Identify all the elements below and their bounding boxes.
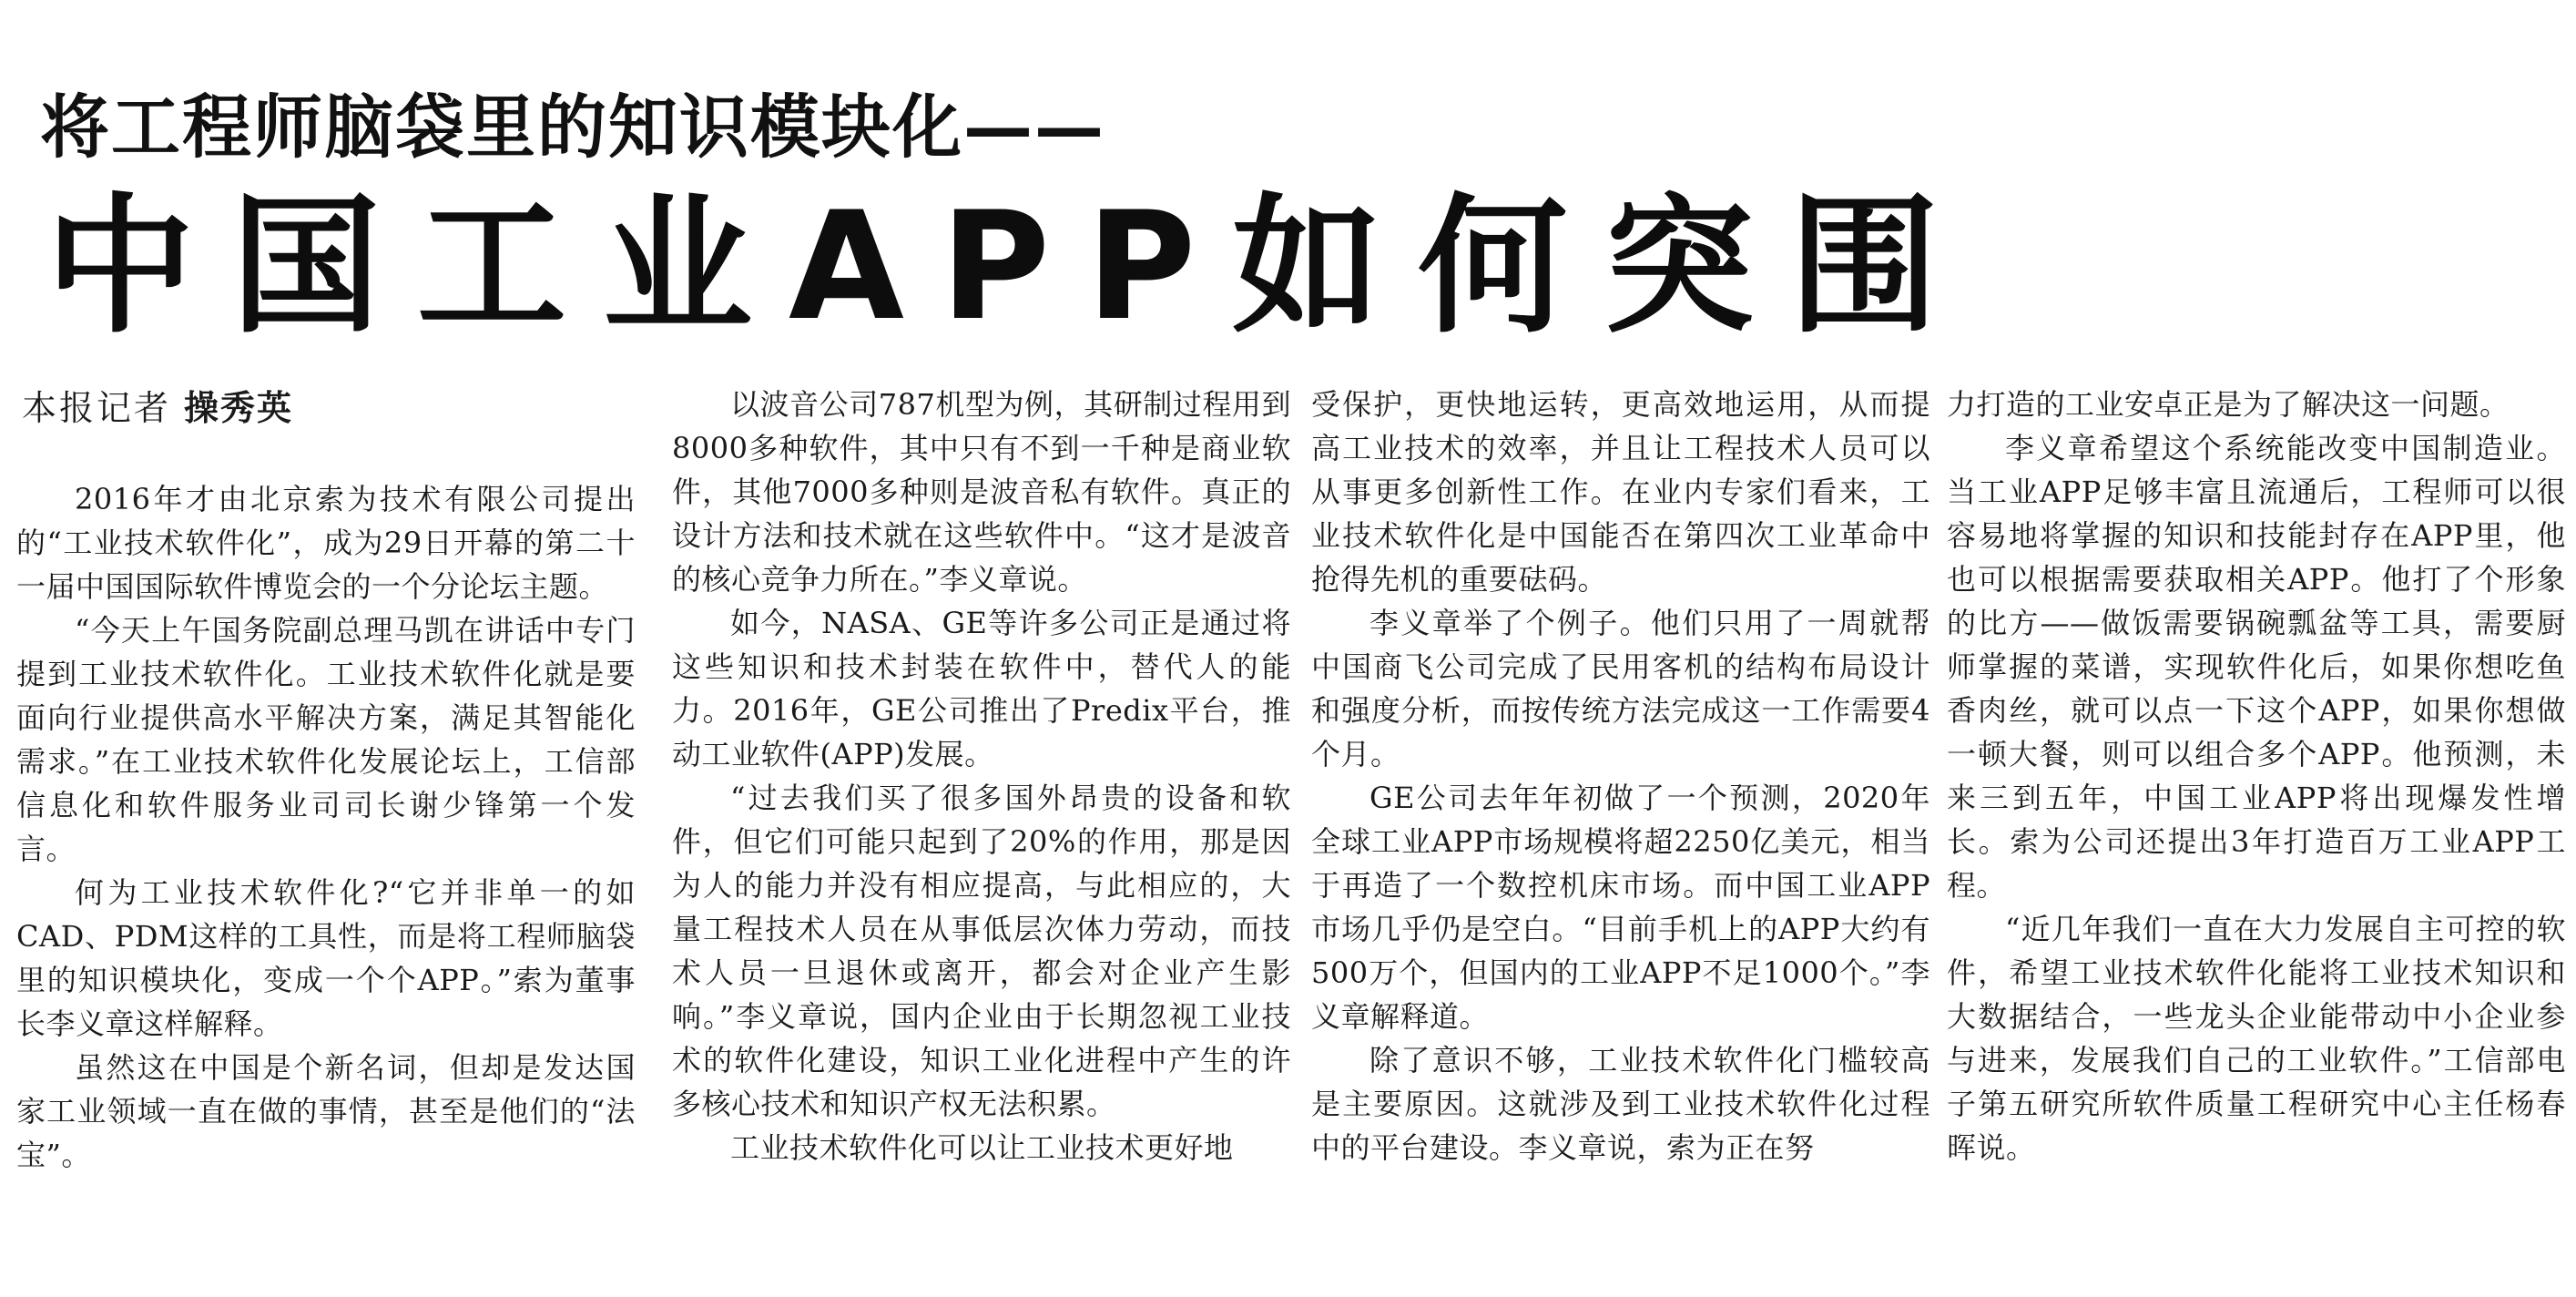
kicker-subtitle: 将工程师脑袋里的知识模块化—— [40, 87, 1105, 168]
paragraph: 何为工业技术软件化?“它并非单一的如CAD、PDM这样的工具性，而是将工程师脑袋里的知识模块化，变成一个个APP。”索为董事长李义章这样解释。 [16, 875, 636, 1041]
paragraph: 如今，NASA、GE等许多公司正是通过将这些知识和技术封装在软件中，替代人的能力。2016年，GE公司推出了Predix平台，推动工业软件(APP)发展。 [672, 606, 1291, 771]
byline [22, 383, 293, 434]
paragraph: 李义章举了个例子。他们只用了一周就帮中国商飞公司完成了民用客机的结构布局设计和强度分析，而按传统方法完成这一工作需要4个月。 [1311, 606, 1930, 771]
paragraph: 李义章希望这个系统能改变中国制造业。当工业APP足够丰富且流通后，工程师可以很容易地将掌握的知识和技能封存在APP里，他也可以根据需要获取相关APP。他打了个形象的比方——做饭需要锅碗瓢盆等工具，需要厨师掌握的菜谱，实现软件化后，如果你想吃鱼香肉丝，就可以点一下这个APP，如果你想做一顿大餐，则可以组合多个APP。他预测，未来三到五年，中国工业APP将出现爆发性增长。索为公司还提出3年打造百万工业APP工程。 [1947, 431, 2566, 903]
headline: 中国工业APP如何突围 [46, 179, 1976, 353]
paragraph: 以波音公司787机型为例，其研制过程用到8000多种软件，其中只有不到一千种是商业软件，其他7000多种则是波音私有软件。真正的设计方法和技术就在这些软件中。“这才是波音的核心竞争力所在。”李义章说。 [672, 387, 1291, 597]
byline-author: 操秀英 [184, 388, 294, 428]
paragraph: 虽然这在中国是个新名词，但却是发达国家工业领域一直在做的事情，甚至是他们的“法宝”。 [16, 1050, 636, 1172]
article-column-4 [1947, 383, 2566, 1202]
paragraph: “过去我们买了很多国外昂贵的设备和软件，但它们可能只起到了20%的作用，那是因为人的能力并没有相应提高，与此相应的，大量工程技术人员在从事低层次体力劳动，而技术人员一旦退休或离开，都会对企业产生影响。”李义章说，国内企业由于长期忽视工业技术的软件化建设，知识工业化进程中产生的许多核心技术和知识产权无法积累。 [672, 781, 1291, 1121]
byline-prefix: 本报记者 [22, 388, 172, 428]
paragraph: 力打造的工业安卓正是为了解决这一问题。 [1947, 387, 2510, 422]
paragraph: “今天上午国务院副总理马凯在讲话中专门提到工业技术软件化。工业技术软件化就是要面向行业提供高水平解决方案，满足其智能化需求。”在工业技术软件化发展论坛上，工信部信息化和软件服务业司司长谢少锋第一个发言。 [16, 613, 636, 866]
paragraph: GE公司去年年初做了一个预测，2020年全球工业APP市场规模将超2250亿美元，相当于再造了一个数控机床市场。而中国工业APP市场几乎仍是空白。“目前手机上的APP大约有500万个，但国内的工业APP不足1000个。”李义章解释道。 [1311, 781, 1930, 1034]
paragraph: 除了意识不够，工业技术软件化门槛较高是主要原因。这就涉及到工业技术软件化过程中的平台建设。李义章说，索为正在努 [1311, 1043, 1930, 1165]
paragraph: 2016年才由北京索为技术有限公司提出的“工业技术软件化”，成为29日开幕的第二十一届中国国际软件博览会的一个分论坛主题。 [16, 482, 636, 604]
article-column-2 [672, 383, 1291, 1202]
paragraph: 工业技术软件化可以让工业技术更好地 [730, 1130, 1234, 1165]
article-column-1 [16, 477, 636, 1297]
article-column-3 [1311, 383, 1930, 1202]
paragraph: 受保护，更快地运转，更高效地运用，从而提高工业技术的效率，并且让工程技术人员可以从事更多创新性工作。在业内专家们看来，工业技术软件化是中国能否在第四次工业革命中抢得先机的重要砝码。 [1311, 387, 1930, 597]
paragraph: “近几年我们一直在大力发展自主可控的软件，希望工业技术软件化能将工业技术知识和大数据结合，一些龙头企业能带动中小企业参与进来，发展我们自己的工业软件。”工信部电子第五研究所软件质量工程研究中心主任杨春晖说。 [1947, 912, 2566, 1165]
